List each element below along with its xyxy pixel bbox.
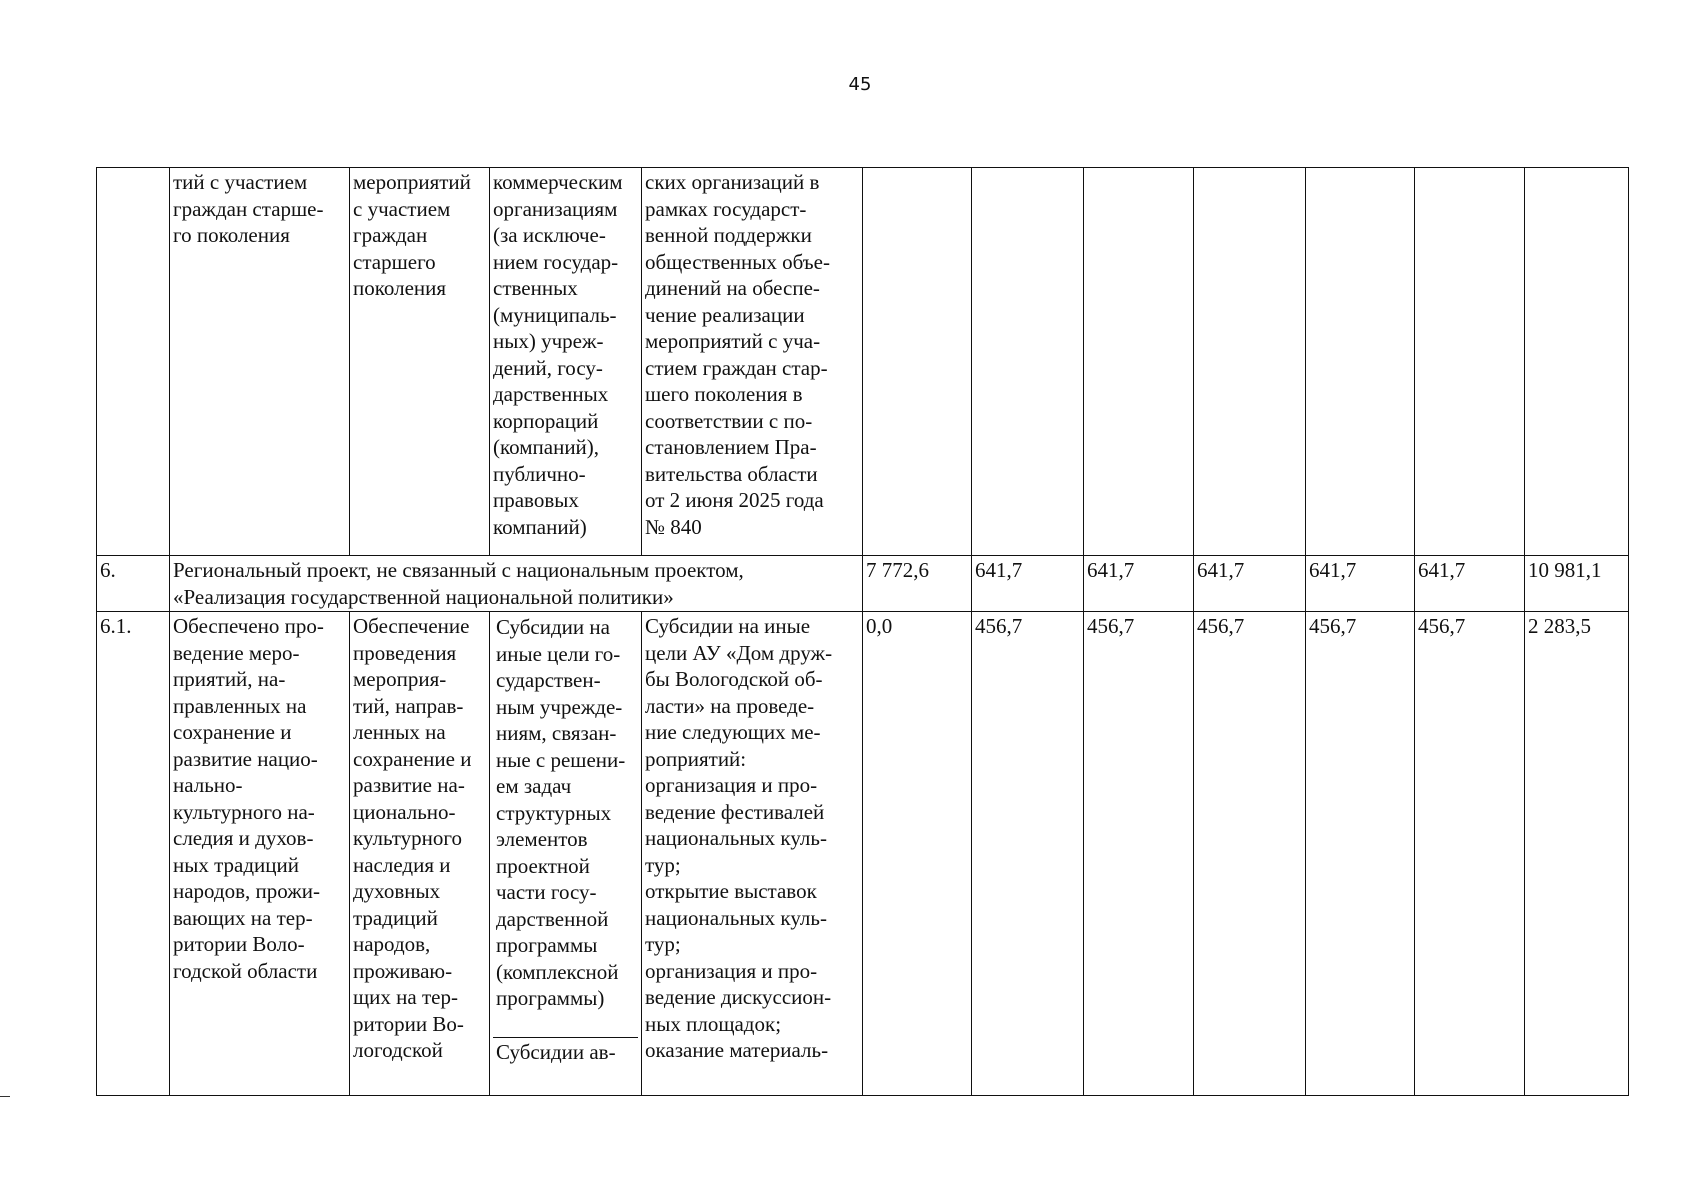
- cell-result: Обеспечено про- ведение меро- приятий, на- правленных на сохранение и развитие нацио- нально- культурного на- следия и духов- ных традиций народов, прожи- вающих на тер- ритории Воло- годской области: [170, 612, 350, 1096]
- cell-value: 456,7: [1415, 612, 1525, 1096]
- cell-value: 456,7: [972, 612, 1084, 1096]
- cell-number-empty: [97, 168, 170, 556]
- cell-measure: Обеспечение проведения мероприя- тий, направ- ленных на сохранение и развитие на- ционально- культурного наследия и духовных традиций народов, проживаю- щих на тер- ритории Во- логодской: [350, 612, 490, 1096]
- cell-value: [1084, 168, 1194, 556]
- cell-value: [972, 168, 1084, 556]
- cell-value: 641,7: [1194, 556, 1306, 612]
- cell-value: 456,7: [1084, 612, 1194, 1096]
- cell-total: 2 283,5: [1525, 612, 1629, 1096]
- cell-measure: мероприятий с участием граждан старшего поколения: [350, 168, 490, 556]
- cell-result: тий с участием граждан старше- го поколения: [170, 168, 350, 556]
- cell-value: 641,7: [1306, 556, 1415, 612]
- cell-value: 641,7: [972, 556, 1084, 612]
- cell-description: Субсидии на иные цели АУ «Дом друж- бы Вологодской об- ласти» на проведе- ние следующих ме- роприятий: организация и про- ведение фестивалей национальных куль- тур; открытие выставок национальных куль- тур; организация и про- ведение дискуссион- ных площадок; оказание материаль-: [642, 612, 863, 1096]
- cell-value: 456,7: [1194, 612, 1306, 1096]
- budget-table: [96, 167, 1629, 1096]
- cell-support-type: [490, 612, 642, 1096]
- cell-value: 0,0: [863, 612, 972, 1096]
- cell-number: 6.: [97, 556, 170, 612]
- table-row-6-1: [97, 612, 1629, 1096]
- cell-value: 641,7: [1084, 556, 1194, 612]
- support-type-top: Субсидии на иные цели го- сударствен- ным учрежде- ниям, связан- ные с решени- ем задач структурных элементов проектной части госу- дарственной программы (комплексной программы): [496, 615, 626, 1010]
- cell-value: [1415, 168, 1525, 556]
- page-number: 45: [848, 74, 872, 95]
- margin-mark: [0, 1096, 10, 1097]
- cell-total: 10 981,1: [1525, 556, 1629, 612]
- cell-project-title: Региональный проект, не связанный с национальным проектом, «Реализация государственной национальной политики»: [170, 556, 863, 612]
- cell-value: 641,7: [1415, 556, 1525, 612]
- table-row-6: [97, 556, 1629, 612]
- cell-value: 7 772,6: [863, 556, 972, 612]
- cell-description: ских организаций в рамках государст- венной поддержки общественных объе- динений на обеспе- чение реализации мероприятий с уча- стием граждан стар- шего поколения в соответствии с по- становлением Пра- вительства области от 2 июня 2025 года № 840: [642, 168, 863, 556]
- cell-value: [1306, 168, 1415, 556]
- support-type-bottom: Субсидии ав-: [493, 1037, 638, 1078]
- cell-support-type: коммерческим организациям (за исключе- нием государ- ственных (муниципаль- ных) учреж- дений, госу- дарственных корпораций (компаний), публично- правовых компаний): [490, 168, 642, 556]
- cell-value: [863, 168, 972, 556]
- table-row-continuation: [97, 168, 1629, 556]
- cell-number: 6.1.: [97, 612, 170, 1096]
- cell-value: [1194, 168, 1306, 556]
- cell-value: 456,7: [1306, 612, 1415, 1096]
- cell-value: [1525, 168, 1629, 556]
